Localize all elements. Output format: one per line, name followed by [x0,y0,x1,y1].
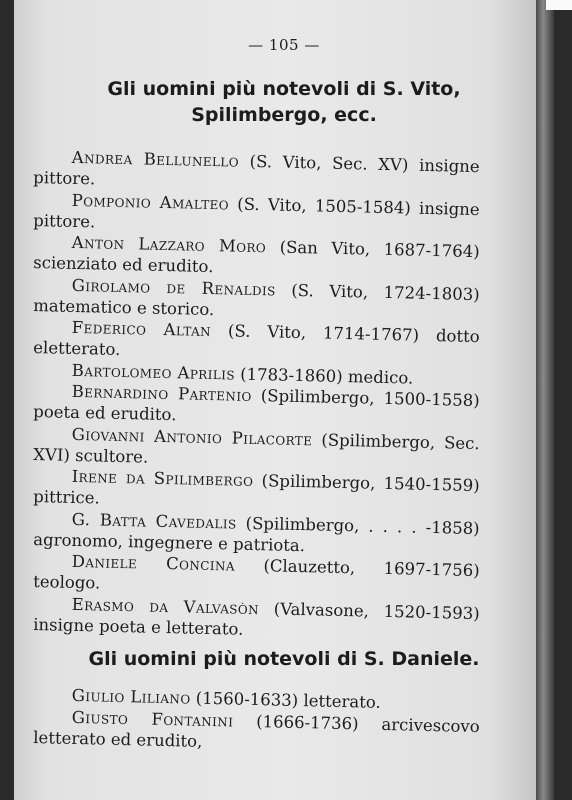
person-description: (S. Vito, 1714-1767) dotto eletterato. [33,321,480,359]
person-name: Bernardino Partenio [71,381,252,405]
person-description: (1666-1736) arcivescovo letterato ed erudito, [33,711,480,751]
person-name: Andrea Bellunello [71,147,240,171]
person-description: (Spilimbergo, . . . . -1858) agronomo, ingegnere e patriota. [33,513,480,555]
book-page [14,0,554,800]
person-name: Giulio Liliano [71,685,191,708]
page-number: — 105 — [248,36,320,54]
person-name: Giovanni Antonio Pilacorte [71,424,313,449]
person-name: Pomponio Amalteo [71,190,230,213]
section-title-line1: Gli uomini più notevoli di S. Vito, [107,78,461,100]
entry-list-s-daniele [33,684,480,751]
person-description: (Spilimbergo, 1540-1559) pittrice. [33,470,480,508]
person-name: Erasmo da Valvasòn [71,594,260,618]
person-name: Anton Lazzaro Moro [71,232,267,257]
person-name: Girolamo de Renaldis [71,275,276,299]
person-description: (Valvasone, 1520-1593) insigne poeta e letterato. [33,598,480,639]
person-name: Giusto Fontanini [71,707,234,731]
person-description: (Spilimbergo, Sec. XVI) scultore. [33,429,480,467]
person-description: (Spilimbergo, 1500-1558) poeta ed erudito. [33,385,480,425]
person-name: Federico Altan [71,317,212,341]
person-description: (S. Vito, Sec. XV) insigne pittore. [33,151,480,189]
section-title-line2: Spilimbergo, ecc. [191,104,377,126]
person-name: Bartolomeo Aprilis [71,360,236,384]
person-description: (1560-1633) letterato. [190,688,381,712]
person-description: (S. Vito, 1724-1803) matematico e storico. [33,279,480,319]
person-description: (San Vito, 1687-1764) scienziato ed erudito. [33,237,480,277]
section-heading-s-vito [64,76,504,128]
person-description: (S. Vito, 1505-1584) insigne pittore. [33,193,480,231]
person-name: Daniele Concina [71,551,236,575]
person-description: (Clauzetto, 1697-1756) teologo. [33,555,480,593]
page-gutter-shadow [536,0,554,800]
page-corner [546,0,572,10]
section-heading-s-daniele: Gli uomini più notevoli di S. Daniele. [88,648,480,670]
person-name: Irene da Spilimbergo [71,466,254,490]
person-name: G. Batta Cavedalis [71,509,237,533]
entry-list-s-vito [33,146,480,639]
person-description: (1783-1860) medico. [234,364,414,388]
